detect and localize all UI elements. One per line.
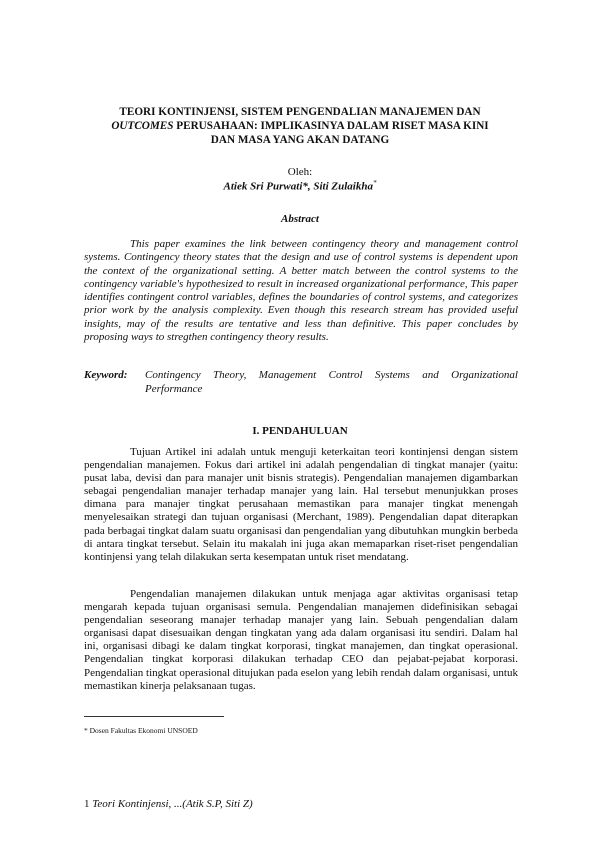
author-names-text: Atiek Sri Purwati*, Siti Zulaikha [223, 180, 373, 193]
keyword-text: Contingency Theory, Management Control Systems and Organizational Performance [145, 369, 518, 395]
byline-label: Oleh: [287, 166, 313, 178]
author-names [0, 179, 600, 193]
body-paragraph-1: Tujuan Artikel ini adalah untuk menguji keterkaitan teori kontinjensi dengan sistem pengendalian manajemen. Fokus dari artikel ini adalah pengendalian di tingkat manajer (yaitu: pusat laba, devisi dan para manajer unit bisnis strategis). Pengendalian manajemen digambarkan sebagai pengendalian manajer terhadap manajer yang lain. Hal tersebut menunjukkan proses dimana para manajer tingkat perusahaan memastikan para manajer tingkat menengah menyelesaikan strategi dan tujuan organisasi (Merchant, 1989). Pengendalian dapat diterapkan pada berbagai tingkat dalam suatu organisasi dan pengendalian yang dibutuhkan mungkin berbeda di antara tingkat tersebut. Selain itu makalah ini juga akan memaparkan riset-riset pengendalian kontinjensi yang telah dilakukan serta kesempatan untuk riset mendatang. [84, 446, 518, 563]
abstract-text: This paper examines the link between contingency theory and management control systems. Contingency theory states that the design and use of control systems is dependent upon the context of the organizational setting. A better match between the control systems to the contingency variable's hypothesized to result in increased organizational performance, This paper identifies contingent control variables, defines the boundaries of control systems, and categorizes prior work by the analysis complexity. Even though this research stream has provided useful insights, may of the results are tentative and less than definitive. This paper concludes by proposing ways to stregthen contingency theory results. [84, 238, 518, 344]
title-line-2 [80, 119, 520, 133]
title-line-1: TEORI KONTINJENSI, SISTEM PENGENDALIAN MANAJEMEN DAN [119, 106, 481, 118]
title-outcomes-word: OUTCOMES [111, 120, 174, 132]
body-paragraph-2: Pengendalian manajemen dilakukan untuk menjaga agar aktivitas organisasi tetap mengarah kepada tujuan organisasi semula. Pengendalian manajemen didefinisikan sebagai pengendalian seseorang manajer terhadap manajer yang lain. Sebuah pengendalian dalam organisasi dapat disesuaikan dengan tingkatan yang ada dalam organisasi itu sendiri. Dalam hal ini, organisasi dibagi ke dalam tingkat korporasi, tingkat manajemen, dan tingkat operasional. Pengendalian tingkat korporasi dilakukan terhadap CEO dan pejabat-pejabat korporasi. Pengendalian tingkat operasional ditujukan pada eselon yang lebih rendah dalam organisasi, untuk memastikan kinerja pelaksanaan tugas. [84, 588, 518, 692]
keyword-block [84, 369, 518, 396]
abstract-heading: Abstract [281, 213, 319, 225]
author-footnote-marker: * [372, 179, 377, 187]
running-footer: Teori Kontinjensi, ...(Atik S.P, Siti Z) [92, 798, 253, 810]
page-footer [84, 798, 253, 810]
keyword-label: Keyword: [84, 369, 128, 381]
footnote-divider [84, 716, 224, 717]
section-heading: I. PENDAHULUAN [252, 425, 348, 437]
footnote: * Dosen Fakultas Ekonomi UNSOED [84, 726, 198, 735]
page-number: 1 [84, 798, 93, 810]
title-line-3: DAN MASA YANG AKAN DATANG [210, 134, 390, 146]
title-line-2-rest: PERUSAHAAN: IMPLIKASINYA DALAM RISET MASA KINI [173, 120, 489, 132]
paper-title [80, 105, 520, 147]
